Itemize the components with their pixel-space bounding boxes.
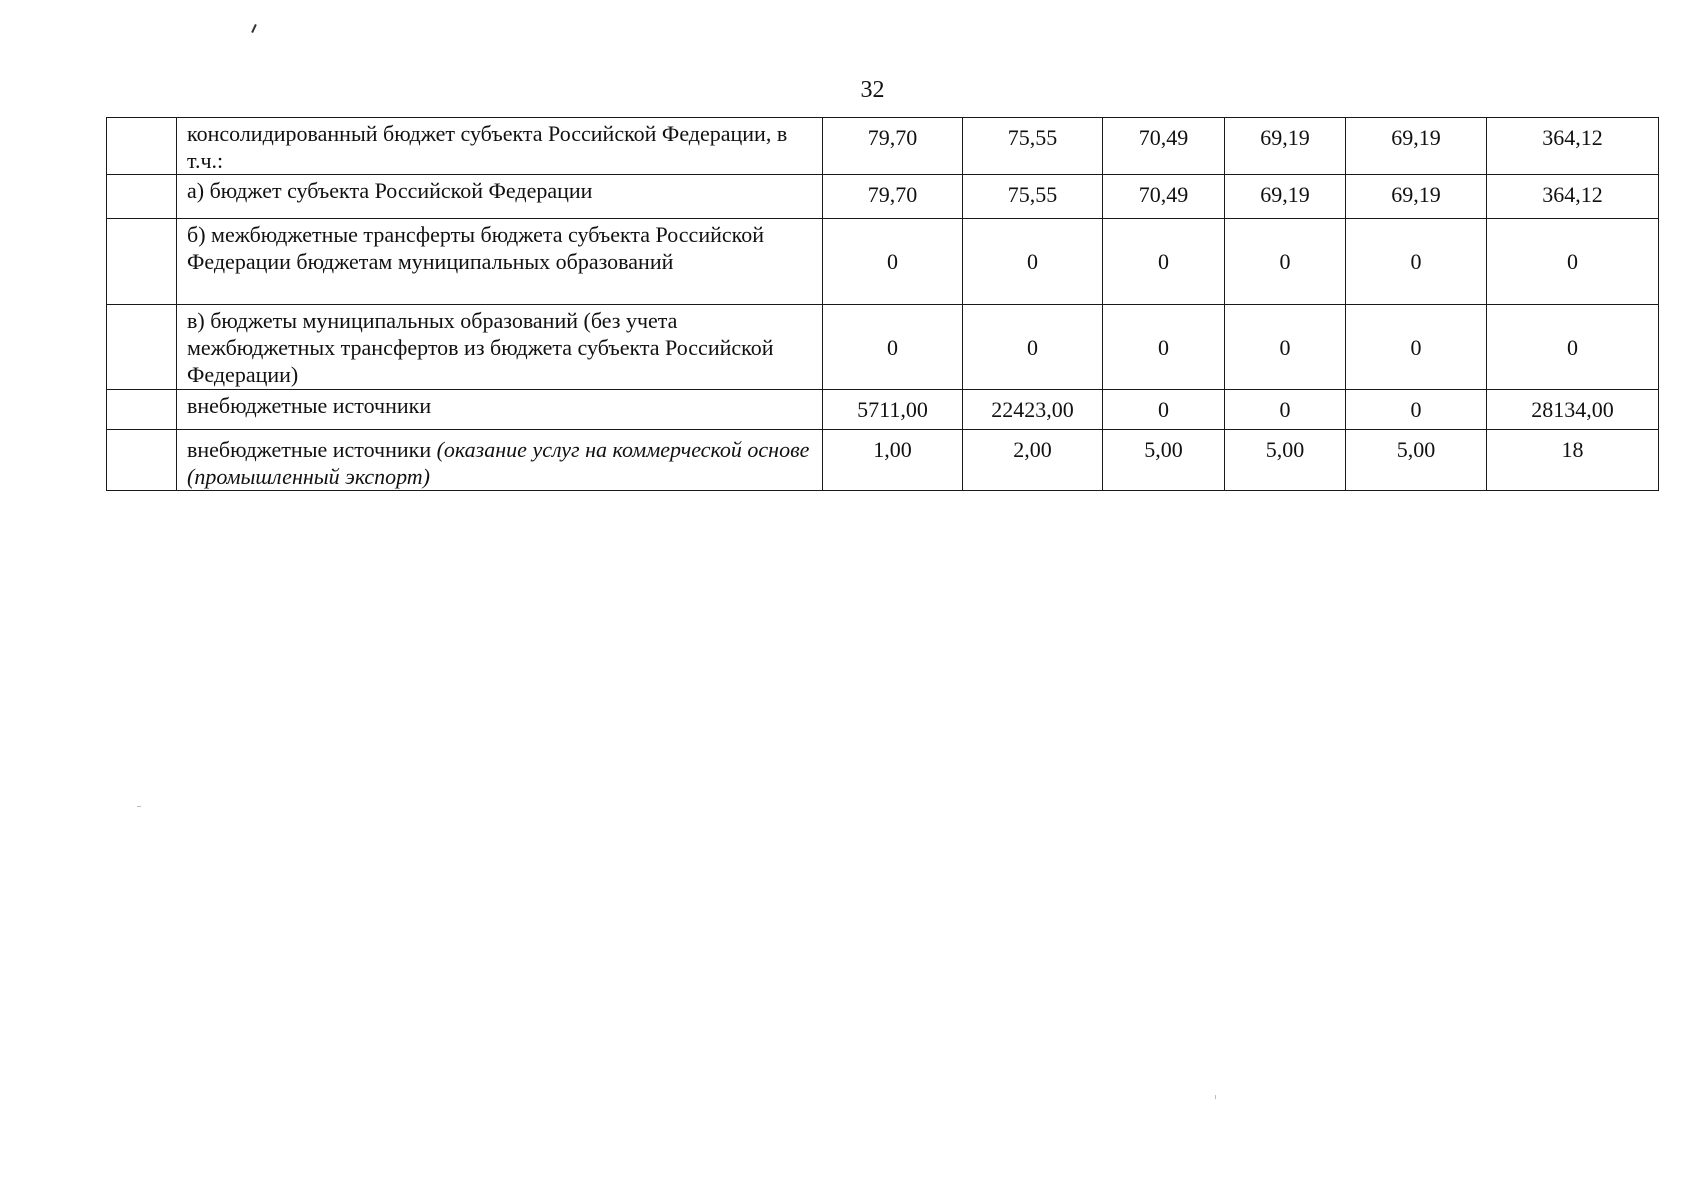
table-row [107, 430, 1659, 491]
table-row [107, 390, 1659, 430]
value-cell: 0 [1225, 390, 1346, 430]
value-cell: 69,19 [1346, 118, 1487, 175]
row-number-cell [107, 219, 177, 305]
value-cell: 0 [963, 305, 1103, 390]
row-number-cell [107, 305, 177, 390]
value-cell: 0 [963, 219, 1103, 305]
value-cell: 0 [1346, 305, 1487, 390]
value-cell: 5,00 [1103, 430, 1225, 491]
value-cell: 5711,00 [823, 390, 963, 430]
value-cell: 0 [1103, 219, 1225, 305]
value-cell: 0 [1103, 305, 1225, 390]
row-label: а) бюджет субъекта Российской Федерации [177, 175, 823, 219]
scan-speck [1215, 1095, 1216, 1099]
row-label [177, 430, 823, 491]
value-cell: 70,49 [1103, 175, 1225, 219]
row-label-italic-note: (оказание услуг на коммерческой основе (промышленный экспорт) [187, 437, 810, 489]
value-cell: 22423,00 [963, 390, 1103, 430]
value-cell: 28134,00 [1487, 390, 1659, 430]
row-label: б) межбюджетные трансферты бюджета субъекта Российской Федерации бюджетам муниципальных образований [177, 219, 823, 305]
value-cell: 0 [823, 219, 963, 305]
value-cell: 75,55 [963, 175, 1103, 219]
table-row [107, 175, 1659, 219]
value-cell: 2,00 [963, 430, 1103, 491]
table-row [107, 305, 1659, 390]
value-cell: 0 [1487, 305, 1659, 390]
row-number-cell [107, 175, 177, 219]
value-cell: 5,00 [1225, 430, 1346, 491]
budget-table [106, 117, 1659, 491]
value-cell: 0 [1346, 219, 1487, 305]
row-number-cell [107, 430, 177, 491]
scan-speck [137, 806, 141, 807]
value-cell: 70,49 [1103, 118, 1225, 175]
value-cell: 0 [1225, 305, 1346, 390]
value-cell: 69,19 [1225, 118, 1346, 175]
row-number-cell [107, 390, 177, 430]
value-cell: 18 [1487, 430, 1659, 491]
value-cell: 79,70 [823, 175, 963, 219]
row-label-plain: внебюджетные источники [187, 437, 437, 462]
value-cell: 69,19 [1346, 175, 1487, 219]
value-cell: 0 [1487, 219, 1659, 305]
table-row [107, 219, 1659, 305]
value-cell: 69,19 [1225, 175, 1346, 219]
row-label: внебюджетные источники [177, 390, 823, 430]
value-cell: 0 [823, 305, 963, 390]
value-cell: 0 [1225, 219, 1346, 305]
value-cell: 364,12 [1487, 175, 1659, 219]
value-cell: 5,00 [1346, 430, 1487, 491]
value-cell: 364,12 [1487, 118, 1659, 175]
row-label: в) бюджеты муниципальных образований (без учета межбюджетных трансфертов из бюджета субъекта Российской Федерации) [177, 305, 823, 390]
page-number: 32 [860, 77, 885, 103]
stray-pen-mark [251, 24, 257, 33]
value-cell: 75,55 [963, 118, 1103, 175]
value-cell: 1,00 [823, 430, 963, 491]
row-label: консолидированный бюджет субъекта Российской Федерации, в т.ч.: [177, 118, 823, 175]
value-cell: 0 [1346, 390, 1487, 430]
value-cell: 79,70 [823, 118, 963, 175]
row-number-cell [107, 118, 177, 175]
table-row [107, 118, 1659, 175]
value-cell: 0 [1103, 390, 1225, 430]
